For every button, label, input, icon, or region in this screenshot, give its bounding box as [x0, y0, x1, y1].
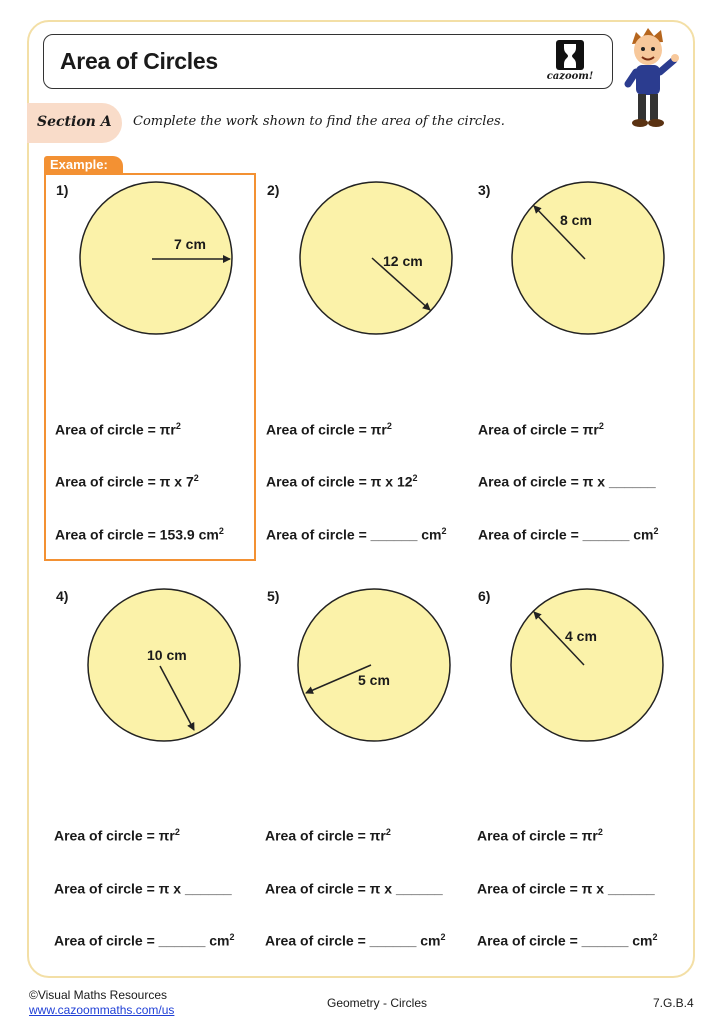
working-line: Area of circle = π x $7^2$	[55, 473, 199, 490]
question-number: 5)	[267, 588, 280, 604]
section-label: Section A	[37, 114, 112, 130]
circle-1	[80, 182, 232, 334]
circle-3	[512, 182, 664, 334]
radius-label: 5 cm	[358, 672, 390, 688]
question-number: 6)	[478, 588, 491, 604]
circle-6	[511, 589, 663, 741]
working-line: Area of circle = $\pi r^2$	[478, 421, 604, 438]
logo-text: cazoom!	[546, 71, 594, 82]
question-number: 1)	[56, 182, 69, 198]
footer-topic: Geometry - Circles	[327, 996, 428, 1010]
working-line: Area of circle = $\pi r^2$	[54, 827, 180, 844]
radius-label: 10 cm	[147, 647, 187, 663]
working-line: Area of circle = 153.9 $cm^2$	[55, 526, 224, 543]
working-line: Area of circle = ______ $cm^2$	[265, 932, 446, 949]
working-line: Area of circle = ______ $cm^2$	[477, 932, 658, 949]
radius-label: 7 cm	[174, 236, 206, 252]
radius-label: 8 cm	[560, 212, 592, 228]
working-line: Area of circle = $\pi r^2$	[55, 421, 181, 438]
radius-label: 12 cm	[383, 253, 423, 269]
working-line: Area of circle = π x ______	[478, 473, 656, 490]
working-line: Area of circle = ______ $cm^2$	[54, 932, 235, 949]
working-line: Area of circle = ______ $cm^2$	[266, 526, 447, 543]
working-line: Area of circle = π x ______	[265, 880, 443, 897]
circle-5	[298, 589, 450, 741]
example-label: Example:	[50, 157, 108, 172]
footer-code: 7.G.B.4	[653, 996, 694, 1010]
footer-copyright: ©Visual Maths Resources	[29, 988, 168, 1002]
working-line: Area of circle = π x $12^2$	[266, 473, 418, 490]
working-line: Area of circle = $\pi r^2$	[477, 827, 603, 844]
circle-4	[88, 589, 240, 741]
working-line: Area of circle = π x ______	[477, 880, 655, 897]
working-line: Area of circle = $\pi r^2$	[266, 421, 392, 438]
working-line: Area of circle = $\pi r^2$	[265, 827, 391, 844]
working-line: Area of circle = ______ $cm^2$	[478, 526, 659, 543]
question-number: 4)	[56, 588, 69, 604]
working-line: Area of circle = π x ______	[54, 880, 232, 897]
question-number: 3)	[478, 182, 491, 198]
radius-label: 4 cm	[565, 628, 597, 644]
footer-website-link[interactable]: www.cazoommaths.com/us	[29, 1003, 175, 1017]
instructions-text: Complete the work shown to find the area of the circles.	[133, 114, 505, 129]
page-title: Area of Circles	[60, 48, 218, 74]
circle-2	[300, 182, 452, 334]
question-number: 2)	[267, 182, 280, 198]
